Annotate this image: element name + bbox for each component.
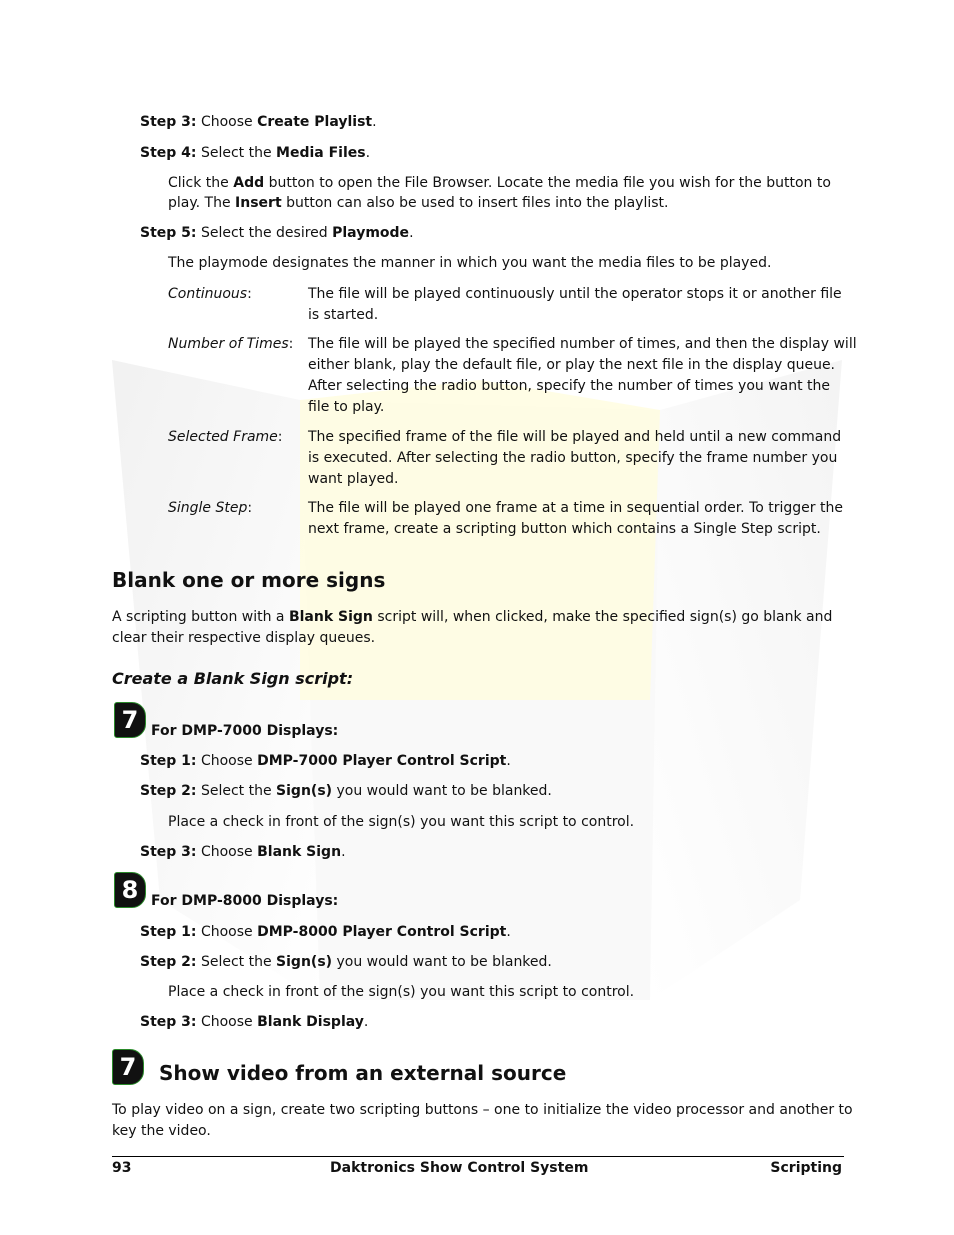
step-3-create-playlist: Step 3: Choose Create Playlist. [140, 114, 377, 130]
footer-page-number: 93 [112, 1160, 132, 1176]
video-section-badge-icon: 7 [112, 1049, 144, 1085]
subheading-create-blank-sign: Create a Blank Sign script: [112, 669, 354, 688]
dmp-8000-badge-icon: 8 [114, 872, 146, 908]
dmp-8000-step-2: Step 2: Select the Sign(s) you would want to be blanked. [140, 954, 552, 970]
playmode-term-single-step: Single Step: [168, 500, 253, 516]
dmp-7000-step-1: Step 1: Choose DMP-7000 Player Control Script. [140, 753, 511, 769]
blank-intro-line-2: clear their respective display queues. [112, 630, 376, 646]
step-5-playmode: Step 5: Select the desired Playmode. [140, 225, 414, 241]
dmp-7000-badge-icon: 7 [114, 702, 146, 738]
section-heading-show-video: Show video from an external source [159, 1061, 567, 1085]
playmode-term-continuous: Continuous: [168, 286, 252, 302]
footer-rule [112, 1156, 844, 1157]
dmp-7000-title: For DMP-7000 Displays: [151, 723, 339, 739]
step-4-note-line-1: Click the Add button to open the File Browser. Locate the media file you wish for the button to [168, 175, 831, 191]
dmp-8000-step-3: Step 3: Choose Blank Display. [140, 1014, 369, 1030]
video-intro-line-2: key the video. [112, 1123, 211, 1139]
blank-intro-line-1: A scripting button with a Blank Sign script will, when clicked, make the specified sign(s) go blank and [112, 609, 833, 625]
dmp-8000-title: For DMP-8000 Displays: [151, 893, 339, 909]
step-4-note-line-2: play. The Insert button can also be used to insert files into the playlist. [168, 195, 669, 211]
dmp-7000-step-2-note: Place a check in front of the sign(s) you want this script to control. [168, 814, 635, 830]
dmp-7000-step-3: Step 3: Choose Blank Sign. [140, 844, 346, 860]
footer-title: Daktronics Show Control System [330, 1160, 589, 1176]
section-heading-blank-signs: Blank one or more signs [112, 568, 386, 592]
playmode-desc-selected-frame: The specified frame of the file will be played and held until a new command is executed. After selecting the radio button, specify the frame number you want played. [308, 429, 842, 487]
playmode-desc-number-of-times: The file will be played the specified number of times, and then the display will either blank, play the default file, or play the next file in the display queue. After selecting the radio button, specify the number of times you want the file to play. [308, 336, 857, 415]
playmode-desc-single-step: The file will be played one frame at a time in sequential order. To trigger the next frame, create a scripting button which contains a Single Step script. [308, 500, 843, 537]
video-intro-line-1: To play video on a sign, create two scripting buttons – one to initialize the video processor and another to [112, 1102, 853, 1118]
footer-section: Scripting [770, 1160, 842, 1176]
playmode-term-selected-frame: Selected Frame: [168, 429, 283, 445]
dmp-7000-step-2: Step 2: Select the Sign(s) you would want to be blanked. [140, 783, 552, 799]
dmp-8000-step-1: Step 1: Choose DMP-8000 Player Control Script. [140, 924, 511, 940]
playmode-desc-continuous: The file will be played continuously until the operator stops it or another file is started. [308, 286, 842, 323]
playmode-term-number-of-times: Number of Times: [168, 336, 294, 352]
dmp-8000-step-2-note: Place a check in front of the sign(s) you want this script to control. [168, 984, 635, 1000]
step-5-note: The playmode designates the manner in which you want the media files to be played. [168, 255, 772, 271]
step-4-media-files: Step 4: Select the Media Files. [140, 145, 371, 161]
